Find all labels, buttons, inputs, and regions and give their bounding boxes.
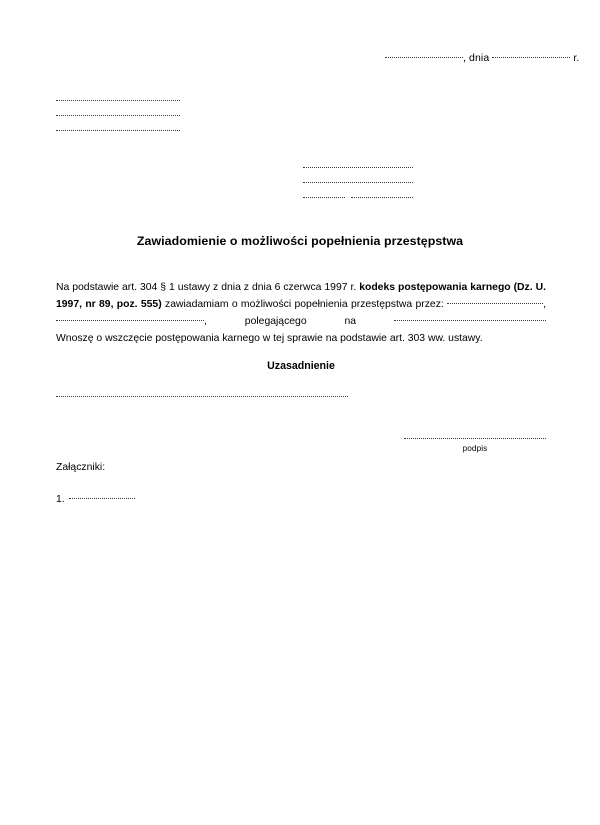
offence-description-line[interactable] (394, 320, 546, 321)
page-title: Zawiadomienie o możliwości popełnienia przestępstwa (136, 234, 464, 248)
addressee-line-3-segment-b[interactable] (351, 197, 413, 198)
perpetrator-prefix: przez: (415, 299, 448, 311)
legal-basis-prefix: Na podstawie art. 304 § 1 ustawy z dnia z dnia 6 czerwca 1997 r. (56, 282, 360, 293)
attachment-item-1-line[interactable] (69, 498, 135, 499)
request-paragraph: Wnoszę o wszczęcie postępowania karnego w tej sprawie na podstawie art. 303 ww. ustawy. (56, 333, 483, 344)
attachments-heading: Załączniki: (56, 462, 106, 473)
addressee-line-3-segment-a[interactable] (303, 197, 345, 198)
justification-input-line[interactable] (56, 396, 348, 397)
signature-block (404, 438, 546, 453)
sender-block (56, 100, 180, 145)
place-input-line[interactable] (385, 57, 463, 58)
legal-basis-act-name: kodeks postępowania karnego (Dz. U. (359, 282, 546, 293)
signature-input-line[interactable] (404, 438, 546, 439)
legal-basis-journal-ref: 1997, nr 89, poz. 555) (56, 299, 162, 311)
sender-line-3[interactable] (56, 130, 180, 131)
signature-label: podpis (462, 444, 488, 453)
perpetrator-separator: , (543, 299, 547, 311)
addressee-line-1[interactable] (303, 167, 413, 168)
perpetrator-details-line[interactable] (56, 320, 204, 321)
perpetrator-name-line[interactable] (447, 303, 543, 304)
sender-line-1[interactable] (56, 100, 180, 101)
sender-line-2[interactable] (56, 115, 180, 116)
addressee-line-3 (303, 197, 413, 198)
justification-heading: Uzasadnienie (267, 360, 335, 372)
addressee-block (303, 167, 413, 198)
addressee-line-2[interactable] (303, 182, 413, 183)
date-separator-label: , dnia (463, 52, 493, 64)
date-line (385, 52, 579, 64)
legal-basis-declaration: zawiadamiam o możliwości popełnienia przestępstwa (161, 299, 413, 311)
offence-prefix: , polegającego na (204, 316, 394, 328)
attachment-item-1-number: 1. (56, 494, 65, 505)
date-input-line[interactable] (492, 57, 570, 58)
year-suffix-label: r. (570, 52, 580, 64)
attachment-item-1 (56, 494, 135, 505)
